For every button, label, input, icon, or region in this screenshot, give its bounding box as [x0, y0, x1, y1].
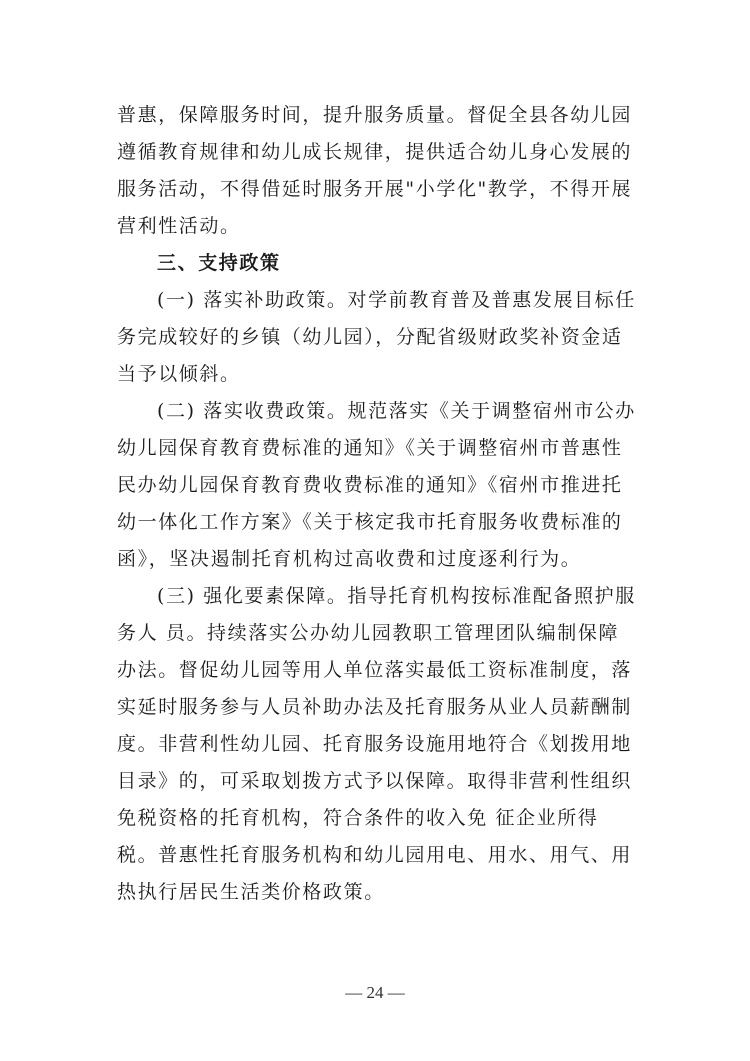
paragraph-fee-policy: (二) 落实收费政策。规范落实《关于调整宿州市公办幼儿园保育教育费标准的通知》《关于调整宿州市普惠性民办幼儿园保育教育费收费标准的通知》《宿州市推进托幼一体化工作方案》《关于核定我市托育服务收费标准的函》，坚决遏制托育机构过高收费和过度逐利行为。	[117, 400, 636, 570]
paragraph-subsidy-policy: (一) 落实补助政策。对学前教育普及普惠发展目标任务完成较好的乡镇（幼儿园），分配省级财政奖补资金适当予以倾斜。	[117, 289, 636, 385]
page-number: — 24 —	[345, 983, 405, 1002]
paragraph-factor-guarantee: (三) 强化要素保障。指导托育机构按标准配备照护服务人 员。持续落实公办幼儿园教职工管理团队编制保障办法。督促幼儿园等用人单位落实最低工资标准制度，落实延时服务参与人员补助办法及托育服务从业人员薪酬制度。非营利性幼儿园、托育服务设施用地符合《划拨用地目录》的，可采取划拨方式予以保障。取得非营利性组织免税资格的托育机构，符合条件的收入免 征企业所得税。普惠性托育服务机构和幼儿园用电、用水、用气、用热执行居民生活类价格政策。	[117, 585, 636, 903]
document-body	[117, 97, 637, 911]
section-heading: 三、支持政策	[157, 252, 281, 274]
paragraph-continuation: 普惠，保障服务时间，提升服务质量。督促全县各幼儿园遵循教育规律和幼儿成长规律，提供适合幼儿身心发展的服务活动，不得借延时服务开展"小学化"教学，不得开展营利性活动。	[117, 104, 633, 237]
